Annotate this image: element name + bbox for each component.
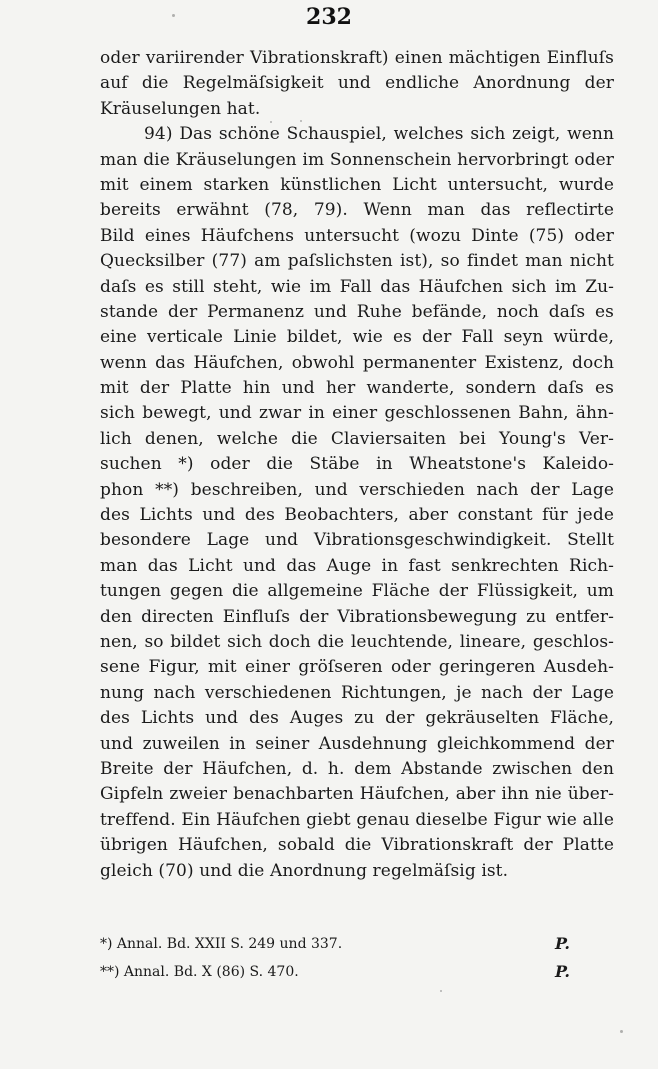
text-line: gleich (70) und die Anordnung regelmäſsig ist. — [100, 860, 509, 881]
text-line: Breite der Häufchen, d. h. dem Abstande zwischen den — [100, 758, 614, 779]
text-line: bereits erwähnt (78, 79). Wenn man das reflectirte — [100, 200, 614, 221]
footnote-text: **) Annal. Bd. X (86) S. 470. — [100, 964, 299, 980]
scan-speck — [300, 120, 302, 122]
footnote — [100, 930, 580, 958]
text-line: des Lichts und des Auges zu der gekräuselten Fläche, — [100, 708, 614, 729]
text-line: wenn das Häufchen, obwohl permanenter Existenz, doch — [100, 352, 614, 373]
text-line: und zuweilen in seiner Ausdehnung gleichkommend der — [100, 733, 614, 754]
text-line: Bild eines Häufchens untersucht (wozu Dinte (75) oder — [100, 225, 614, 246]
scan-speck — [172, 14, 175, 17]
text-line: mit der Platte hin und her wanderte, sondern daſs es — [100, 378, 614, 399]
body-text — [100, 46, 614, 884]
text-line: Gipfeln zweier benachbarten Häufchen, aber ihn nie über- — [100, 784, 614, 805]
text-line: daſs es still steht, wie im Fall das Häufchen sich im Zu- — [100, 276, 614, 297]
footnote-text: *) Annal. Bd. XXII S. 249 und 337. — [100, 936, 343, 952]
footnote — [100, 958, 580, 986]
footnote-signature: P. — [555, 934, 570, 953]
page-number: 232 — [306, 4, 352, 30]
scan-speck — [270, 121, 272, 123]
text-line: den directen Einfluſs der Vibrationsbewegung zu entfer- — [100, 606, 614, 627]
text-line: lich denen, welche die Claviersaiten bei Young's Ver- — [100, 428, 614, 449]
text-line: stande der Permanenz und Ruhe befände, noch daſs es — [100, 301, 614, 322]
text-line: übrigen Häufchen, sobald die Vibrationskraft der Platte — [100, 835, 614, 856]
text-line: man das Licht und das Auge in fast senkrechten Rich- — [100, 555, 614, 576]
text-line: man die Kräuselungen im Sonnenschein hervorbringt oder — [100, 149, 614, 170]
text-line: auf die Regelmäſsigkeit und endliche Anordnung der — [100, 73, 614, 94]
text-line: suchen *) oder die Stäbe in Wheatstone's Kaleido- — [100, 454, 614, 475]
text-line: des Lichts und des Beobachters, aber constant für jede — [100, 505, 614, 526]
text-line: nen, so bildet sich doch die leuchtende, lineare, geschlos- — [100, 631, 614, 652]
scan-speck — [440, 990, 442, 992]
text-line: treffend. Ein Häufchen giebt genau dieselbe Figur wie alle — [100, 809, 614, 830]
text-line: oder variirender Vibrationskraft) einen mächtigen Einfluſs — [100, 48, 614, 68]
text-line: mit einem starken künstlichen Licht untersucht, wurde — [100, 174, 614, 195]
text-line: sich bewegt, und zwar in einer geschlossenen Bahn, ähn- — [100, 403, 614, 424]
text-line: eine verticale Linie bildet, wie es der Fall seyn würde, — [100, 327, 614, 348]
text-line: nung nach verschiedenen Richtungen, je nach der Lage — [100, 682, 614, 703]
text-line: besondere Lage und Vibrationsgeschwindigkeit. Stellt — [100, 530, 614, 551]
scan-speck — [620, 1030, 623, 1033]
footnote-signature: P. — [555, 962, 570, 981]
text-line: Quecksilber (77) am paſslichsten ist), so findet man nicht — [100, 251, 614, 272]
footnotes — [100, 930, 580, 986]
text-line: tungen gegen die allgemeine Fläche der Flüssigkeit, um — [100, 581, 614, 602]
paragraph-start-line: 94) Das schöne Schauspiel, welches sich zeigt, wenn — [144, 124, 614, 145]
text-line: phon **) beschreiben, und verschieden nach der Lage — [100, 479, 614, 500]
text-line: sene Figur, mit einer gröſseren oder geringeren Ausdeh- — [100, 657, 614, 678]
text-line: Kräuselungen hat. — [100, 98, 261, 119]
